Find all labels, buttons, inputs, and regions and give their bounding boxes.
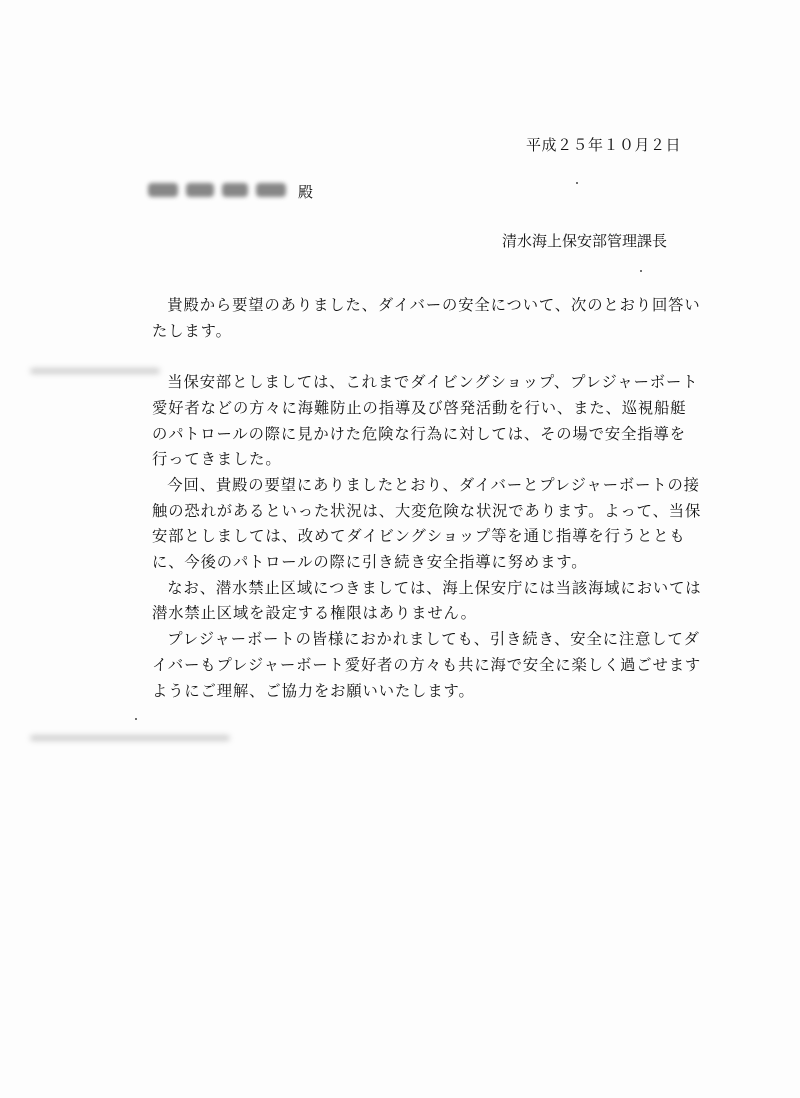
paragraph: なお、潜水禁止区域につきましては、海上保安庁には当該海域においては潜水禁止区域を設定する権限はありません。	[152, 578, 702, 623]
letter-body	[152, 293, 702, 704]
paragraph: 今回、貴殿の要望にありましたとおり、ダイバーとプレジャーボートの接触の恐れがあるといった状況は、大変危険な状況であります。よって、当保安部としましては、改めてダイビングショップ等を通じ指導を行うとともに、今後のパトロールの際に引き続き安全指導に努めます。	[152, 475, 702, 572]
scan-speck	[135, 718, 137, 720]
paragraph: 貴殿から要望のありました、ダイバーの安全について、次のとおり回答いたします。	[152, 296, 701, 340]
recipient-honorific: 殿	[298, 182, 314, 201]
redacted-recipient-name	[148, 180, 288, 202]
scan-speck	[576, 182, 578, 184]
scan-speck	[640, 270, 642, 272]
recipient-line	[148, 180, 313, 202]
scan-smudge	[30, 735, 230, 741]
sender-title: 清水海上保安部管理課長	[502, 232, 668, 250]
scan-smudge	[30, 368, 160, 374]
paragraph: 当保安部としましては、これまでダイビングショップ、プレジャーボート愛好者などの方々に海難防止の指導及び啓発活動を行い、また、巡視船艇のパトロールの際に見かけた危険な行為に対しては、その場で安全指導を行ってきました。	[152, 373, 699, 469]
letter-date: 平成２５年１０月２日	[526, 136, 682, 154]
paragraph: プレジャーボートの皆様におかれましても、引き続き、安全に注意してダイバーもプレジャーボート愛好者の方々も共に海で安全に楽しく過ごせますようにご理解、ご協力をお願いいたします。	[152, 630, 702, 700]
